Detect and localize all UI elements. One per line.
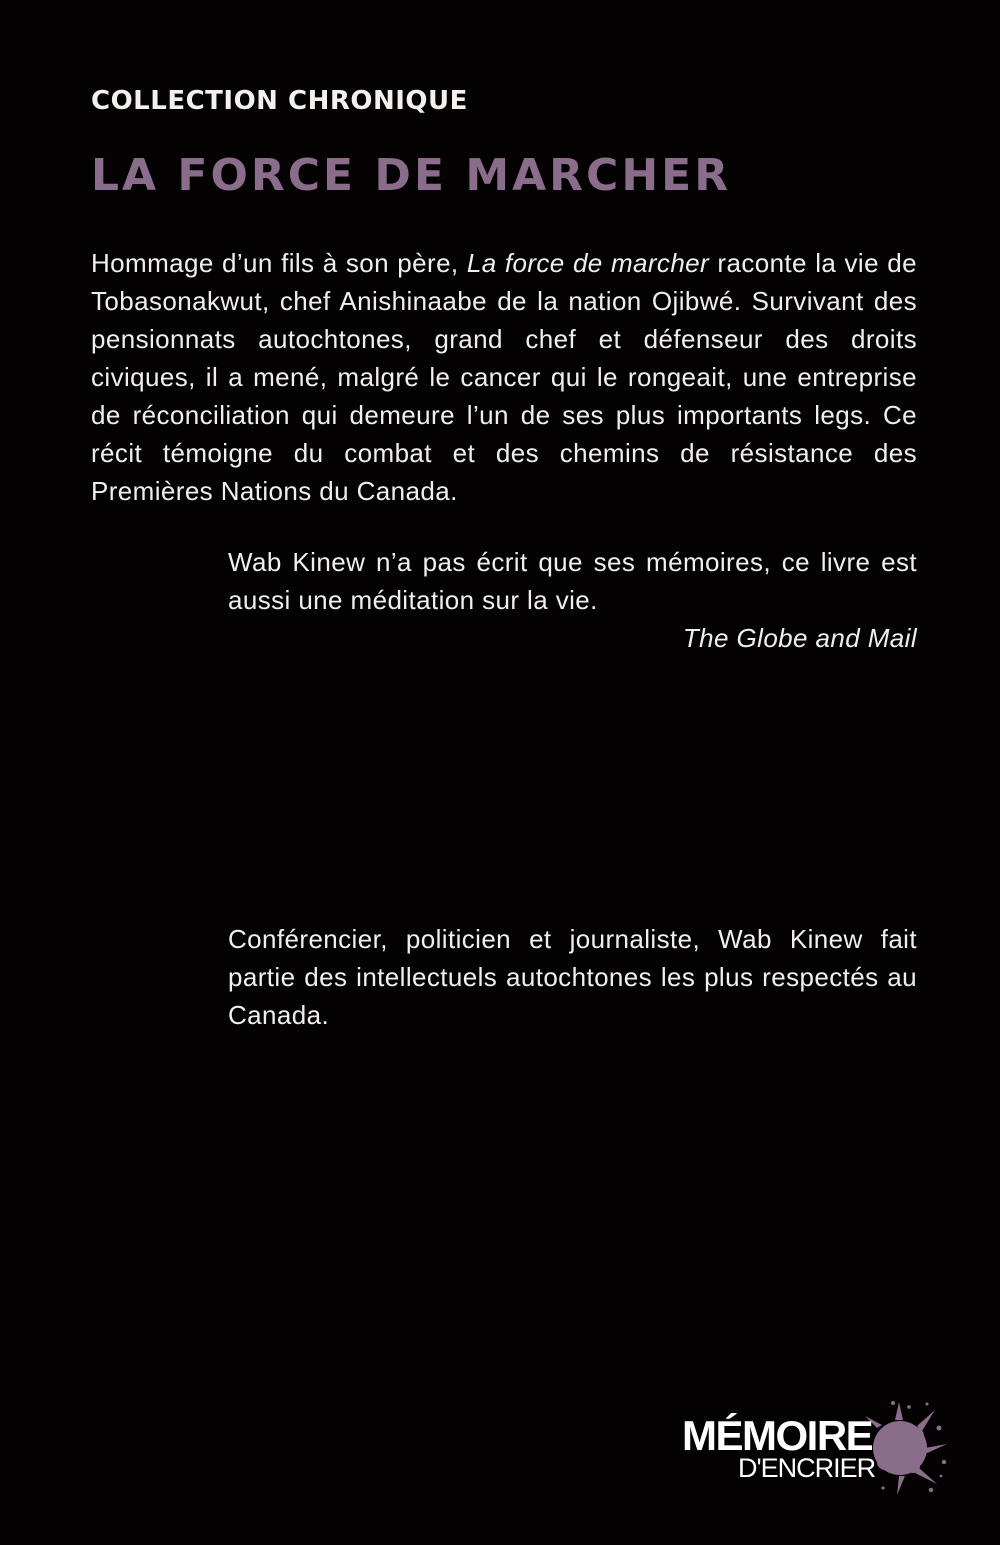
press-quote-source: The Globe and Mail <box>682 623 917 653</box>
publisher-name-line1: MÉMOIRE <box>682 1412 873 1459</box>
book-blurb <box>91 244 917 510</box>
publisher-logo <box>680 1398 950 1498</box>
blurb-book-title: La force de marcher <box>466 248 710 278</box>
publisher-name-line2: D'ENCRIER <box>738 1453 876 1483</box>
press-quote: Wab Kinew n’a pas écrit que ses mémoires, ce livre est aussi une méditation sur la vie. <box>228 547 917 615</box>
book-title: LA FORCE DE MARCHER <box>91 150 732 201</box>
author-bio: Conférencier, politicien et journaliste, Wab Kinew fait partie des intellectuels autochtones les plus respectés au Canada. <box>228 924 917 1030</box>
collection-name: COLLECTION CHRONIQUE <box>91 86 468 116</box>
blurb-rest: raconte la vie de Tobasonakwut, chef Anishinaabe de la nation Ojibwé. Survivant des pensionnats autochtones, grand chef et défenseur des droits civiques, il a mené, malgré le cancer qui le rongeait, une entreprise de réconciliation qui demeure l’un de ses plus importants legs. Ce récit témoigne du combat et des chemins de résistance des Premières Nations du Canada. <box>91 248 917 506</box>
blurb-intro: Hommage d’un fils à son père, <box>91 248 467 278</box>
